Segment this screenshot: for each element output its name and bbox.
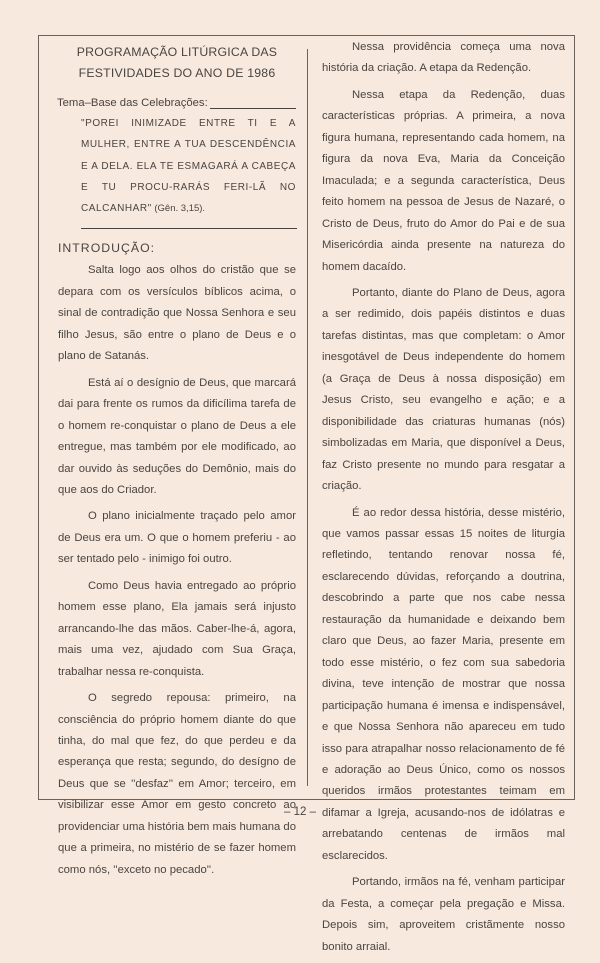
intro-heading: INTRODUÇÃO: [58, 241, 156, 256]
page-number: – 12 – [284, 806, 316, 818]
quote-text: "POREI INIMIZADE ENTRE TI E A MULHER, ENTRE A TUA DESCENDÊNCIA E A DELA. ELA TE ESMAGARÁ A CABEÇA E TU PROCU-RARÁS FERI-LÃ NO CALCANHAR" [81, 118, 296, 215]
spacer [58, 84, 296, 93]
theme-label: Tema–Base das Celebrações: [57, 97, 208, 109]
left-column [58, 42, 296, 886]
paragraph: Portanto, diante do Plano de Deus, agora a ser redimido, dois papéis distintos e duas tarefas distintas, mas que completam: o Amor inesgotável de Deus independente do homem (a Graça de Deus à nossa disposição) em Jesus Cristo, seu evangelho e ação; e a disponibilidade das criaturas humanas (nós) simbolizadas em Maria, que disponível a Deus, faz Cristo presente no mundo para resgatar a criação. [322, 286, 565, 493]
page-title-line-2: FESTIVIDADES DO ANO DE 1986 [78, 66, 276, 80]
quote-rule [81, 228, 297, 229]
column-divider [307, 49, 308, 786]
theme-underline [210, 108, 296, 109]
right-column [322, 37, 565, 963]
paragraph: Nessa etapa da Redenção, duas características próprias. A primeira, a nova figura humana, representando cada homem, na figura da nova Eva, Maria da Conceição Imaculada; e a segunda característica, Deus feito homem na pessoa de Jesus de Nazaré, o Cristo de Deus, fruto do Amor do Pai e de sua Misericórdia ainda presente na natureza do homem dacaído. [322, 88, 565, 273]
paragraph: É ao redor dessa história, desse mistério, que vamos passar essas 15 noites de liturgia refletindo, tentando renovar nossa fé, esclarecendo dúvidas, reforçando a doutrina, descobrindo a parte que nos cabe nessa restauração da humanidade e deixando bem claro que Deus, ao fazer Maria, presente em todo esse mistério, o fez com sua sabedoria divina, teve intenção de mostrar que nossa participação humana é imensa e indispensável, e que Nossa Senhora não apareceu em tudo isso para atrapalhar nosso relacionamento de fé e adoração ao Deus Único, como os nossos queridos irmãos protestantes teimam em difamar a Igreja, acusando-nos de idólatras e arrebatando centenas de irmãos mal esclarecidos. [322, 506, 565, 862]
theme-label-row [57, 93, 296, 113]
paragraph: Nessa providência começa uma nova história da criação. A etapa da Redenção. [322, 41, 565, 75]
paragraph: Como Deus havia entregado ao próprio homem esse plano, Ela jamais será injusto arrancando-lhe das mãos. Caber-lhe-á, agora, mais uma vez, ajudado com Sua Graça, trabalhar nessa re-conquista. [58, 579, 296, 678]
paragraph: O segredo repousa: primeiro, na consciência do próprio homem diante do que tinha, do mal que fez, do que perdeu e da esperança que resta; segundo, do desígno de Deus que se ''desfaz'' em Amor; terceiro, em visibilizar esse Amor em gesto concreto ao providenciar uma história bem mais humana do que a primeira, no mistério de se fazer homem como nós, ''exceto no pecado''. [58, 692, 296, 876]
page-title-line-1: PROGRAMAÇÃO LITÚRGICA DAS [76, 45, 278, 59]
paragraph: O plano inicialmente traçado pelo amor de Deus era um. O que o homem preferiu - ao ser tentado pelo - inimigo foi outro. [58, 510, 296, 566]
quote-reference: (Gên. 3,15). [151, 203, 206, 215]
theme-quote [81, 113, 296, 219]
paragraph: Portando, irmãos na fé, venham participar da Festa, a começar pela pregação e Missa. Depois sim, aproveitem cristãmente nosso bonito arraial. [322, 876, 565, 953]
paragraph: Salta logo aos olhos do cristão que se depara com os versículos bíblicos acima, o sinal de contradição que Nossa Senhora e seu filho Jesus, são entre o plano de Deus e o plano de Satanás. [58, 264, 296, 363]
paragraph: Está aí o desígnio de Deus, que marcará dai para frente os rumos da dificílima tarefa de o homem re-conquistar o plano de Deus a ele entregue, mas também por ele modificado, ao dar ouvido às seduções do Demônio, mais do que aos do Criador. [58, 376, 296, 497]
